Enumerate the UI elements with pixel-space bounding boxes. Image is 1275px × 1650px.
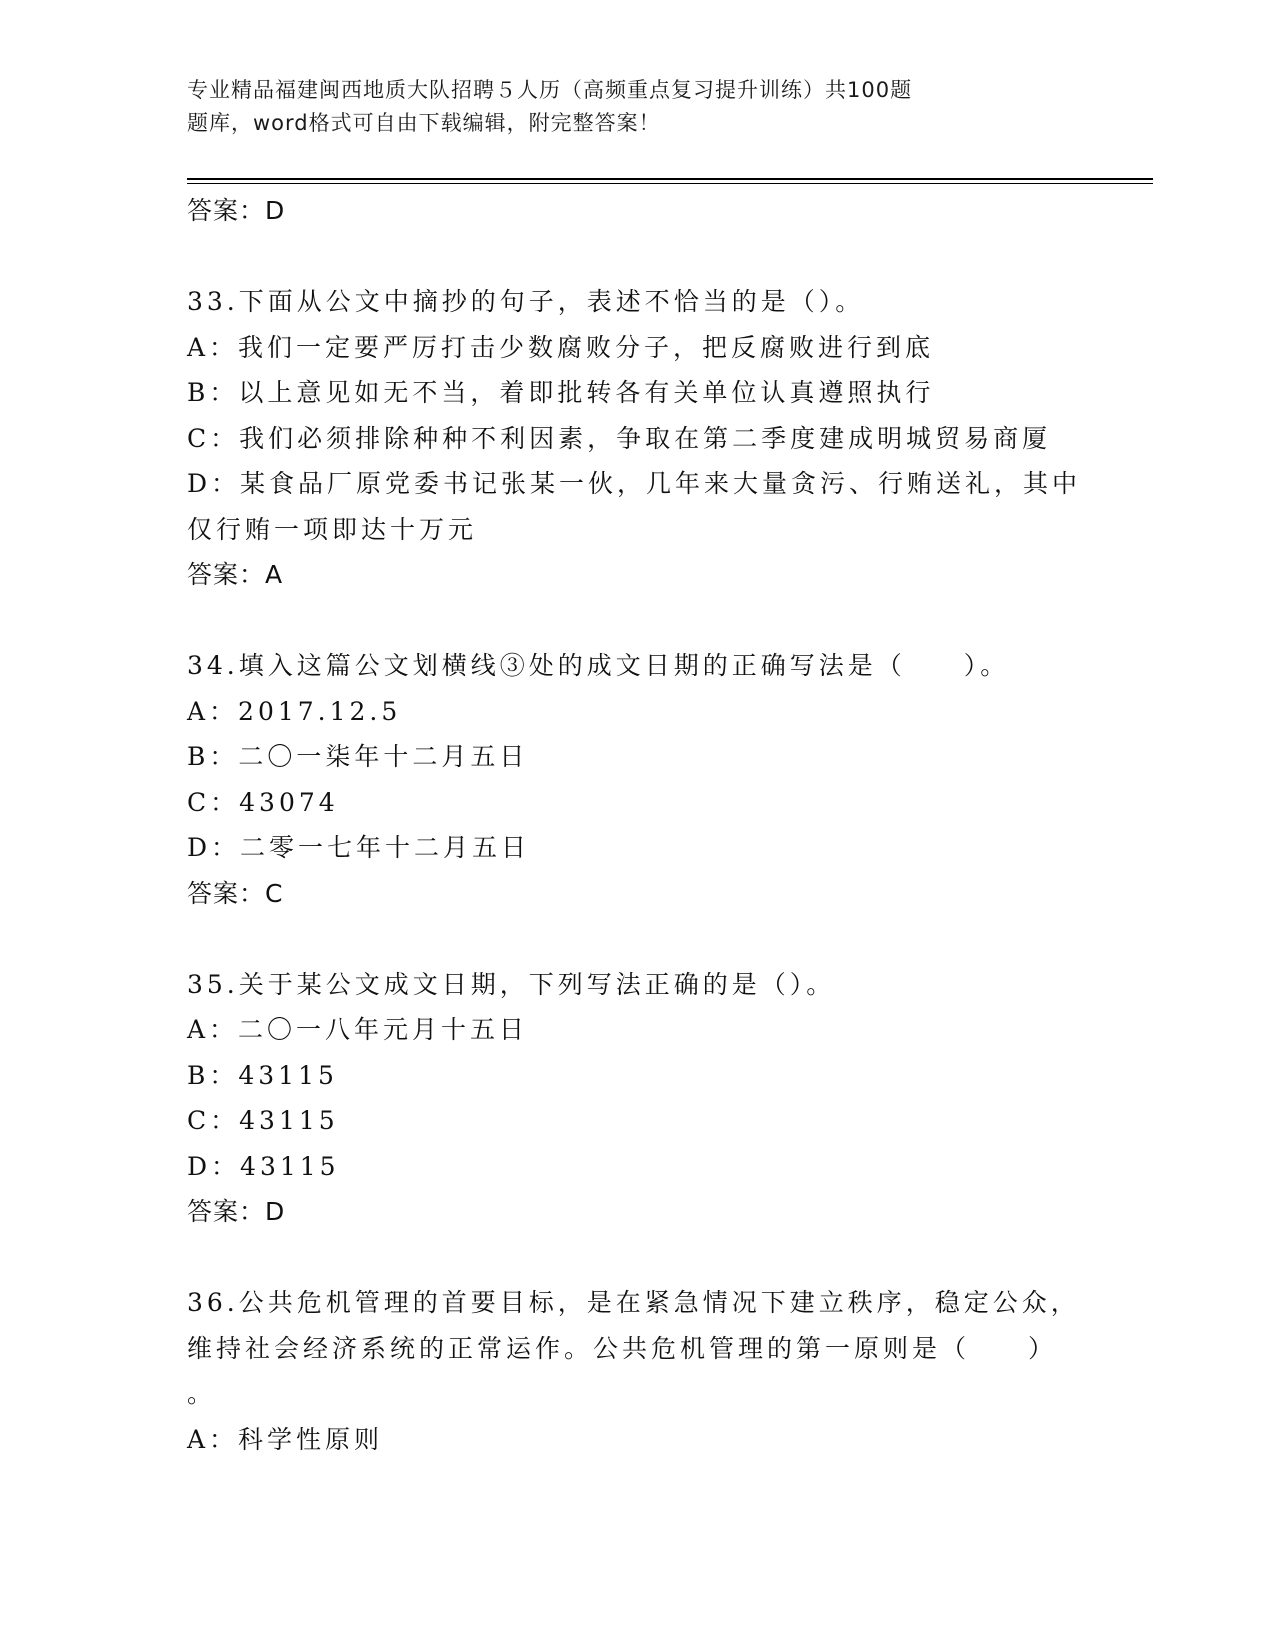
question-35 [187, 962, 1087, 1236]
answer-label: 答案：A [187, 560, 284, 589]
header-rule-thin [187, 183, 1153, 184]
answer-label: 答案：D [187, 1197, 286, 1226]
option-a: A：2017.12.5 [187, 696, 402, 726]
option-d: D：43115 [187, 1151, 340, 1181]
question-33 [187, 279, 1087, 598]
header-line-2: 题库，word格式可自由下载编辑，附完整答案！ [187, 111, 661, 135]
option-d-continued: 仅行贿一项即达十万元 [187, 514, 478, 544]
header-rule-thick [187, 178, 1153, 180]
option-b: B：43115 [187, 1060, 338, 1090]
question-34 [187, 643, 1087, 917]
question-text: 35.关于某公文成文日期，下列写法正确的是（）。 [187, 969, 836, 999]
option-d: D：某食品厂原党委书记张某一伙，几年来大量贪污、行贿送礼，其中 [187, 469, 1082, 498]
question-text: 34.填入这篇公文划横线③处的成文日期的正确写法是（ ）。 [187, 651, 1010, 680]
question-36 [187, 1280, 1087, 1462]
header-line-1: 专业精品福建闽西地质大队招聘５人历（高频重点复习提升训练）共100题 [187, 78, 913, 102]
option-a: A：二〇一八年元月十五日 [187, 1015, 529, 1044]
option-b: B：以上意见如无不当，着即批转各有关单位认真遵照执行 [187, 378, 935, 407]
question-text: 33.下面从公文中摘抄的句子，表述不恰当的是（）。 [187, 287, 865, 316]
option-c: C：我们必须排除种种不利因素，争取在第二季度建成明城贸易商厦 [187, 423, 1052, 453]
answer-label: 答案：C [187, 878, 284, 908]
option-c: C：43074 [187, 787, 339, 817]
option-d: D：二零一七年十二月五日 [187, 833, 531, 862]
option-b: B：二〇一柒年十二月五日 [187, 742, 529, 771]
option-a: A：科学性原则 [187, 1424, 384, 1454]
document-header [187, 74, 1067, 140]
answer-label: 答案：D [187, 196, 286, 225]
option-c: C：43115 [187, 1106, 339, 1135]
option-a: A：我们一定要严厉打击少数腐败分子，把反腐败进行到底 [187, 332, 935, 362]
question-text-end: 。 [187, 1379, 217, 1408]
question-text-continued: 维持社会经济系统的正常运作。公共危机管理的第一原则是（ ） [187, 1333, 1058, 1363]
question-text: 36.公共危机管理的首要目标，是在紧急情况下建立秩序，稳定公众， [187, 1288, 1080, 1317]
document-body [187, 188, 1087, 1462]
